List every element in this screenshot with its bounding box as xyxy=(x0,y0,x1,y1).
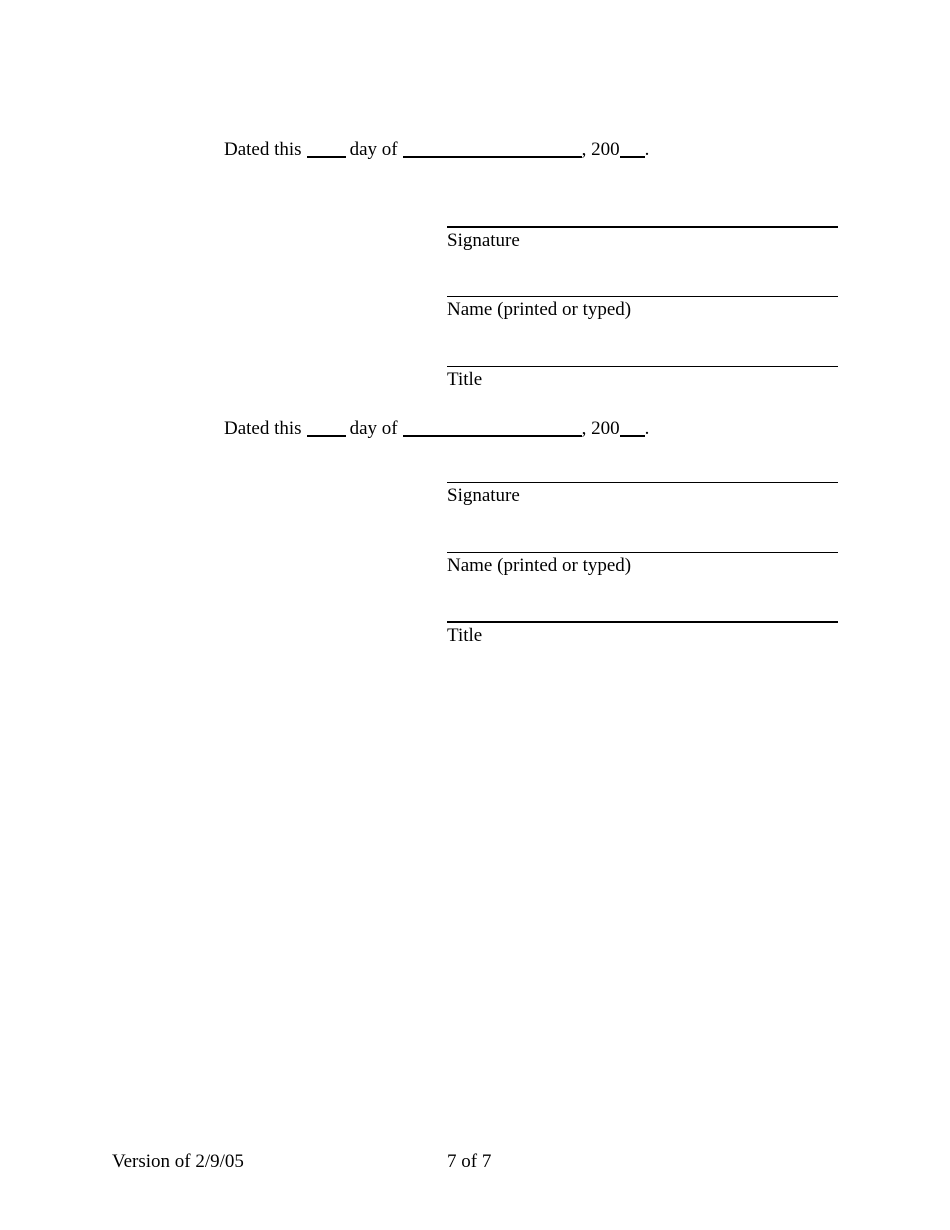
month-blank[interactable] xyxy=(403,138,582,158)
dated-middle: day of xyxy=(349,139,398,160)
dated-line-2 xyxy=(224,414,649,441)
signature-label: Signature xyxy=(447,230,520,251)
dated-line-1 xyxy=(224,135,649,162)
month-blank[interactable] xyxy=(403,417,582,437)
name-label: Name (printed or typed) xyxy=(447,555,632,576)
name-line xyxy=(447,552,838,553)
signature-field-2[interactable] xyxy=(447,482,838,507)
year-blank[interactable] xyxy=(620,138,645,158)
name-field-1[interactable] xyxy=(447,296,838,321)
day-blank[interactable] xyxy=(307,417,346,437)
day-blank[interactable] xyxy=(307,138,346,158)
signature-field-1[interactable] xyxy=(447,226,838,252)
signature-line xyxy=(447,226,838,228)
footer-version: Version of 2/9/05 xyxy=(112,1151,244,1172)
year-blank[interactable] xyxy=(620,417,645,437)
title-field-1[interactable] xyxy=(447,366,838,391)
name-label: Name (printed or typed) xyxy=(447,299,632,320)
name-field-2[interactable] xyxy=(447,552,838,577)
name-line xyxy=(447,296,838,297)
year-prefix: , 200 xyxy=(581,139,620,160)
year-prefix: , 200 xyxy=(581,418,620,439)
title-line xyxy=(447,621,838,623)
dated-suffix: . xyxy=(644,418,650,439)
title-label: Title xyxy=(447,625,483,646)
dated-prefix: Dated this xyxy=(224,139,302,160)
page-number: 7 of 7 xyxy=(447,1151,492,1172)
dated-middle: day of xyxy=(349,418,398,439)
dated-suffix: . xyxy=(644,139,650,160)
dated-prefix: Dated this xyxy=(224,418,302,439)
signature-line xyxy=(447,482,838,483)
signature-label: Signature xyxy=(447,485,520,506)
title-label: Title xyxy=(447,369,483,390)
title-field-2[interactable] xyxy=(447,621,838,647)
title-line xyxy=(447,366,838,367)
